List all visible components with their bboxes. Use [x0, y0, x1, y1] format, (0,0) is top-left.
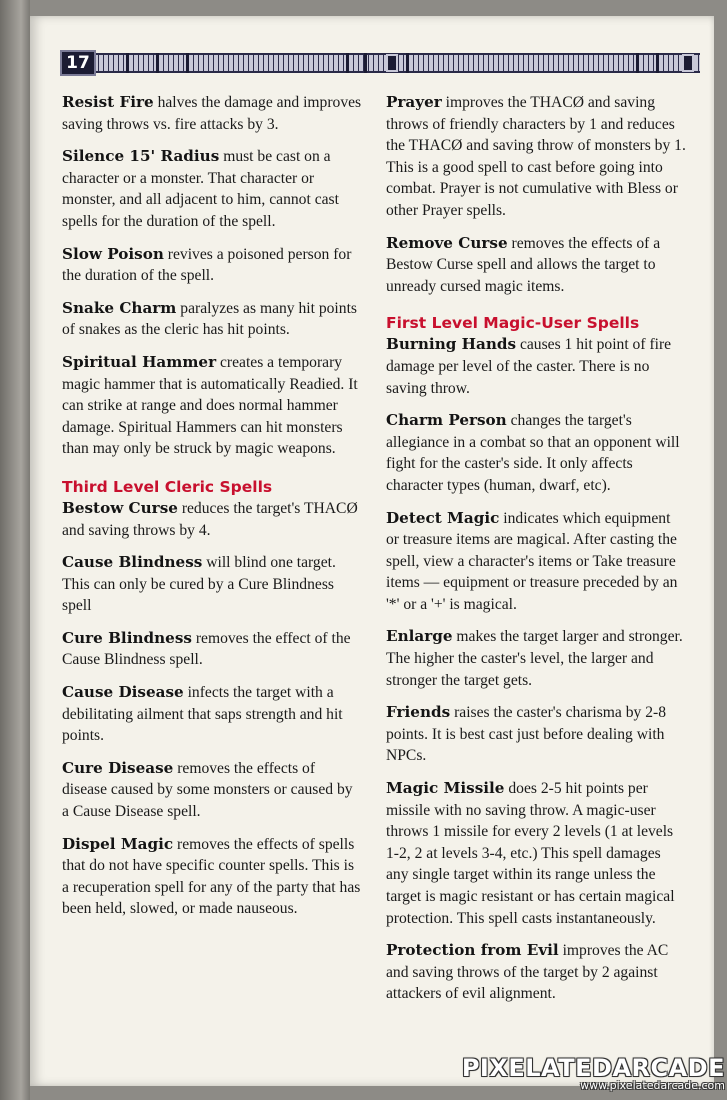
spell-desc: halves the damage and improves saving throws vs. fire attacks by 3. [62, 94, 362, 133]
spell-desc: paralyzes as many hit points of snakes as the cleric has hit points. [62, 299, 357, 339]
section-heading: First Level Magic-User Spells [386, 314, 640, 333]
spell-name: Magic Missile [386, 779, 505, 798]
spell-entry [62, 244, 362, 287]
bar-block-icon [386, 54, 398, 72]
spell-name: Detect Magic [386, 508, 500, 527]
bar-block-icon [682, 54, 694, 72]
spell-name: Prayer [386, 93, 442, 111]
site-watermark [462, 1054, 725, 1092]
right-column [386, 92, 686, 1016]
spell-entry [62, 628, 362, 671]
spell-name: Bestow Curse [62, 498, 178, 517]
spell-desc: reduces the target's THACØ and saving throws by 4. [62, 499, 358, 539]
watermark-brand: PIXELATEDARCADE [461, 1054, 725, 1082]
spell-name: Friends [386, 703, 451, 722]
spell-desc: causes 1 hit point of fire damage per level of the caster. There is no saving throw. [386, 336, 672, 397]
spell-desc: creates a temporary magic hammer that is automatically Readied. It can strike at range and does normal hammer damage. Spiritual Hammers can hit monsters than may only be struck by magic weapons. [62, 353, 358, 458]
spell-desc: infects the target with a debilitating ailment that saps strength and hit points. [62, 684, 343, 745]
spell-entry [386, 233, 686, 298]
spell-entry [386, 334, 686, 399]
left-column [62, 92, 362, 931]
section-heading: Third Level Cleric Spells [62, 477, 273, 496]
spell-desc: revives a poisoned person for the duration of the spell. [62, 245, 352, 285]
spell-entry [386, 508, 686, 616]
spell-entry [386, 940, 686, 1005]
spell-name: Slow Poison [62, 244, 164, 263]
spell-name: Dispel Magic [62, 834, 174, 853]
watermark-url: www.pixelatedarcade.com [580, 1079, 725, 1092]
spell-desc: removes the effect of the Cause Blindness spell. [62, 629, 351, 669]
spell-entry [62, 298, 362, 341]
header-decorative-bar [96, 53, 700, 73]
spell-entry [62, 92, 362, 135]
spell-entry [386, 702, 686, 767]
spell-entry [62, 352, 362, 460]
page-header [60, 50, 700, 76]
spell-name: Cure Disease [62, 758, 174, 777]
spell-entry [386, 778, 686, 929]
spell-desc: indicates which equipment or treasure items are magical. After casting the spell, view a character's items or Take treasure items — equipment or treasure preceded by an '*' or a '+' is magical. [386, 509, 678, 613]
spell-entry [386, 626, 686, 691]
spell-desc: removes the effects of spells that do not have specific counter spells. This is a recuperation spell for any of the party that has been held, slowed, or made nauseous. [62, 835, 361, 918]
page-number: 17 [60, 50, 96, 76]
spell-desc: changes the target's allegiance in a combat so that an opponent will fight for the caster's side. It only affects character types (human, dwarf, etc). [386, 412, 680, 494]
spell-desc: makes the target larger and stronger. The higher the caster's level, the larger and stronger the target gets. [386, 628, 683, 689]
spell-name: Snake Charm [62, 298, 177, 317]
spell-name: Spiritual Hammer [62, 352, 217, 371]
spell-name: Burning Hands [386, 335, 517, 354]
spell-entry [62, 552, 362, 617]
spell-desc: removes the effects of a Bestow Curse spell and allows the target to unready cursed magic items. [386, 234, 661, 295]
spell-desc: must be cast on a character or a monster. That character or monster, and all adjacent to him, cannot cast spells for the duration of the spell. [62, 148, 339, 230]
spell-desc: raises the caster's charisma by 2-8 points. It is best cast just before dealing with NPCs. [386, 704, 667, 765]
spell-name: Cause Disease [62, 683, 184, 702]
spell-entry [62, 682, 362, 747]
spell-entry [386, 410, 686, 496]
book-spine [0, 0, 30, 1100]
spell-name: Cure Blindness [62, 628, 192, 647]
spell-desc: will blind one target. This can only be cured by a Cure Blindness spell [62, 554, 336, 615]
spell-name: Silence 15' Radius [62, 147, 220, 166]
spell-entry [386, 92, 686, 222]
spell-entry [62, 758, 362, 823]
spell-name: Resist Fire [62, 93, 154, 111]
spell-entry [62, 146, 362, 232]
spell-desc: does 2-5 hit points per missile with no saving throw. A magic-user throws 1 missile for every 2 levels (1 at levels 1-2, 2 at levels 3-4, etc.) This spell damages any single target within its range unless the target is magic resistant or has certain magical protection. This spell casts instantaneously. [386, 780, 675, 927]
spell-entry [62, 834, 362, 920]
spell-name: Remove Curse [386, 233, 508, 252]
spell-desc: improves the AC and saving throws of the target by 2 against attackers of evil alignment. [386, 942, 669, 1003]
spell-name: Enlarge [386, 627, 453, 646]
spell-name: Charm Person [386, 411, 507, 430]
spell-entry [62, 498, 362, 541]
spell-name: Cause Blindness [62, 553, 203, 572]
spell-name: Protection from Evil [386, 941, 559, 960]
spell-desc: improves the THACØ and saving throws of friendly characters by 1 and reduces the THACØ and saving throw of monsters by 1. This is a good spell to cast before going into combat. Prayer is not cumulative with Bless or other Prayer spells. [386, 94, 686, 219]
spell-desc: removes the effects of disease caused by some monsters or caused by a Cause Disease spell. [62, 759, 353, 821]
